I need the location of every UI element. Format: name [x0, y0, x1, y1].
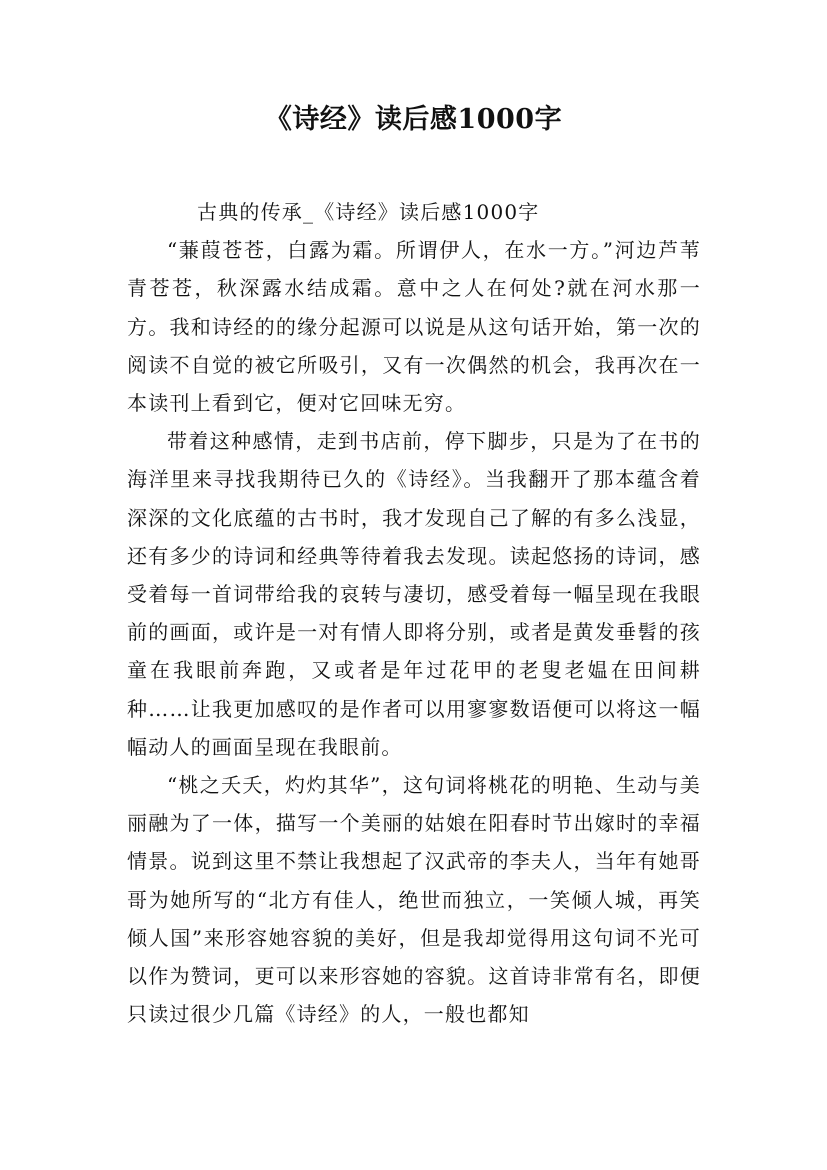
- paragraph-2: 带着这种感情，走到书店前，停下脚步，只是为了在书的海洋里来寻找我期待已久的《诗经》。当我翻开了那本蕴含着深深的文化底蕴的古书时，我才发现自己了解的有多么浅显，还有多少的诗词和经典等待着我去发现。读起悠扬的诗词，感受着每一首词带给我的哀转与凄切，感受着每一幅呈现在我眼前的画面，或许是一对有情人即将分别，或者是黄发垂髫的孩童在我眼前奔跑，又或者是年过花甲的老叟老媪在田间耕种……让我更加感叹的是作者可以用寥寥数语便可以将这一幅幅动人的画面呈现在我眼前。: [127, 429, 701, 759]
- paragraph-3: “桃之夭夭，灼灼其华”，这句词将桃花的明艳、生动与美丽融为了一体，描写一个美丽的姑娘在阳春时节出嫁时的幸福情景。说到这里不禁让我想起了汉武帝的李夫人，当年有她哥哥为她所写的“北方有佳人，绝世而独立，一笑倾人城，再笑倾人国”来形容她容貌的美好，但是我却觉得用这句词不光可以作为赞词，更可以来形容她的容貌。这首诗非常有名，即便只读过很少几篇《诗经》的人，一般也都知: [127, 773, 701, 1027]
- document-subtitle: [127, 193, 701, 231]
- paragraph-1: “蒹葭苍苍，白露为霜。所谓伊人，在水一方。”河边芦苇青苍苍，秋深露水结成霜。意中之人在何处?就在河水那一方。我和诗经的的缘分起源可以说是从这句话开始，第一次的阅读不自觉的被它所吸引，又有一次偶然的机会，我再次在一本读刊上看到它，便对它回味无穷。: [127, 238, 701, 416]
- document-title: 《诗经》读后感1000字: [264, 104, 563, 135]
- document-body: [127, 193, 701, 1033]
- document-subtitle-text: 古典的传承_《诗经》读后感1000字: [197, 200, 540, 224]
